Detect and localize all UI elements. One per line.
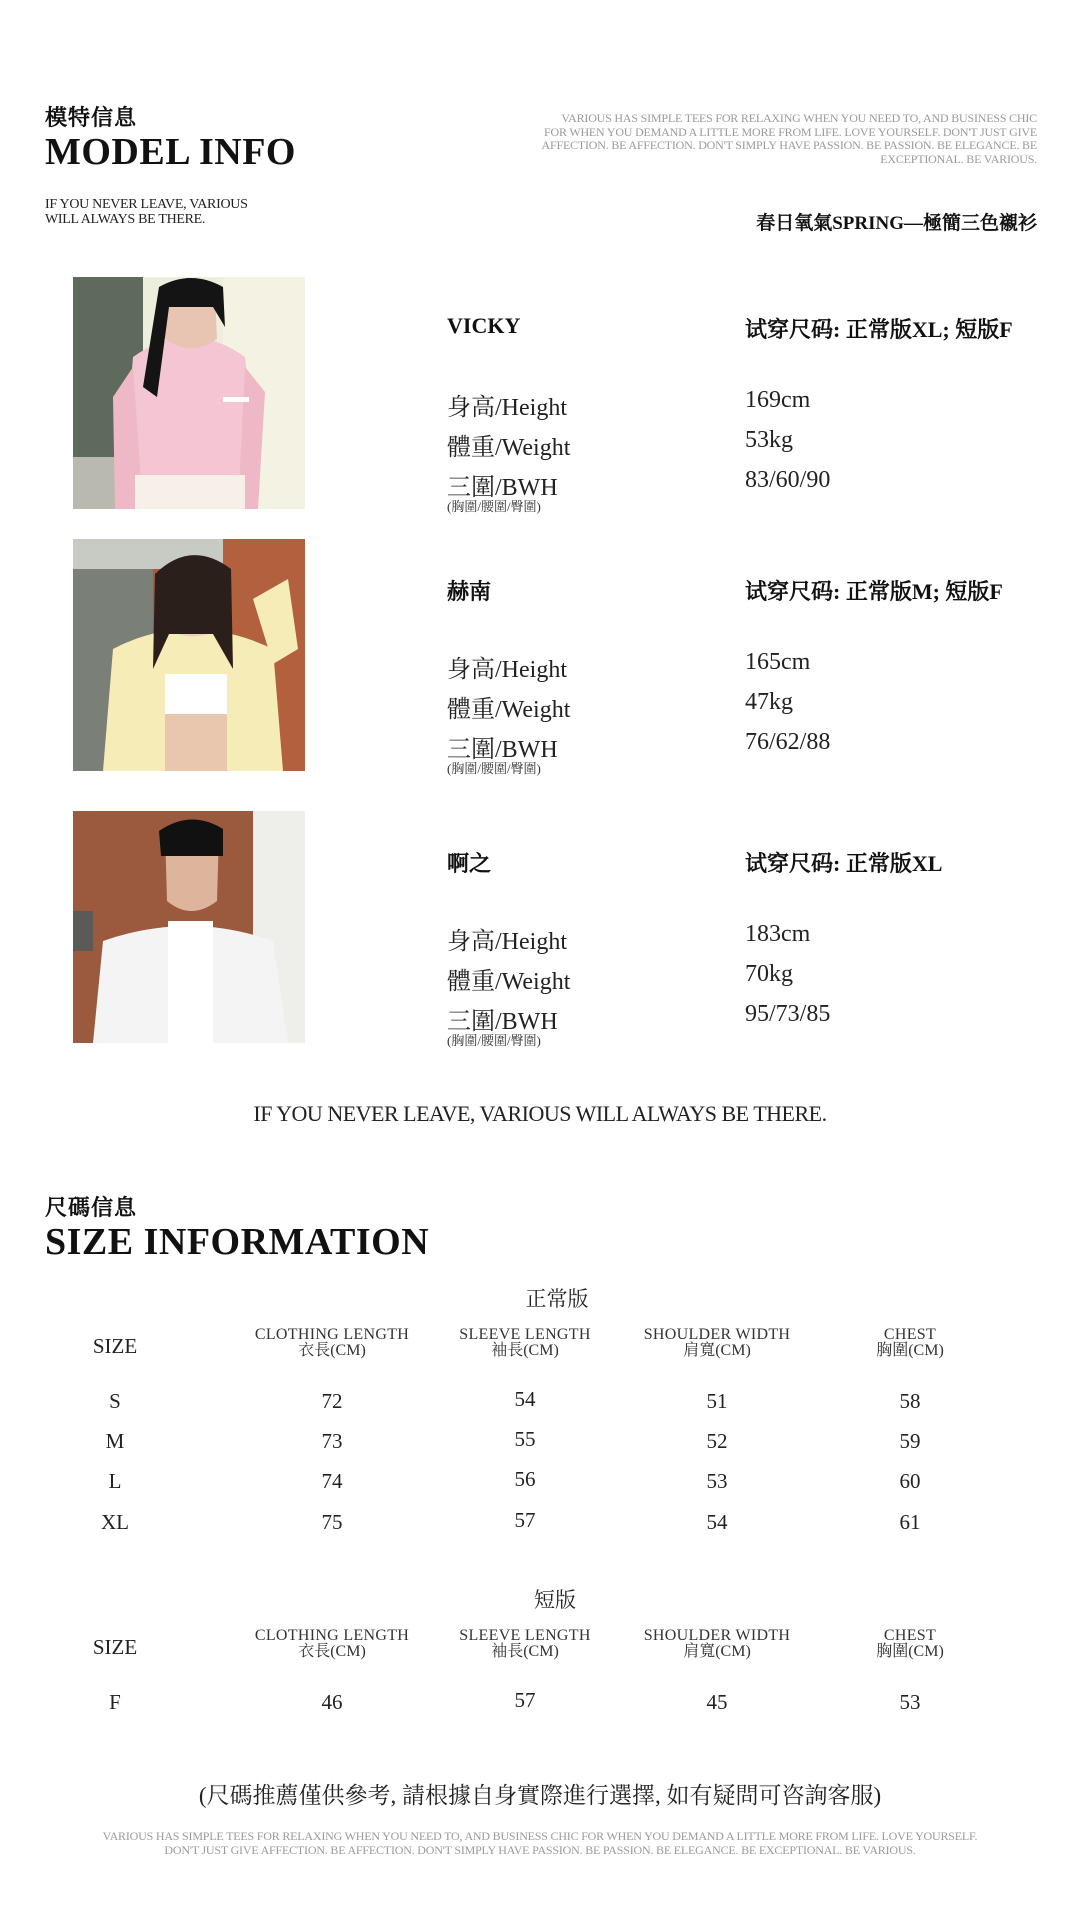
chest-cell: 61 xyxy=(899,1510,921,1534)
brand-motto: IF YOU NEVER LEAVE, VARIOUS WILL ALWAYS BE THERE. xyxy=(253,1101,827,1126)
shoulder-width-cell: 52 xyxy=(706,1429,728,1453)
height-label: 身高/Height xyxy=(447,657,567,683)
clothing-length-cell: 72 xyxy=(321,1389,343,1413)
bwh-note: (胸圍/腰圍/臀圍) xyxy=(447,499,541,514)
model-bwh: 76/62/88 xyxy=(745,729,831,755)
size-table-label: 短版 xyxy=(534,1588,576,1612)
clothing-length-header xyxy=(232,1628,432,1660)
bwh-label: 三圍/BWH xyxy=(447,475,558,501)
column-header-en: SHOULDER WIDTH xyxy=(643,1627,791,1644)
size-info-cn-title: 尺碼信息 xyxy=(45,1195,138,1220)
weight-label: 體重/Weight xyxy=(447,969,571,995)
model-trial-size: 试穿尺码: 正常版XL xyxy=(745,851,943,876)
column-header-cn: 衣長(CM) xyxy=(298,1643,366,1660)
sleeve-length-cell: 57 xyxy=(514,1508,536,1532)
size-info-title: SIZE INFORMATION xyxy=(45,1221,430,1263)
chest-cell: 59 xyxy=(899,1429,921,1453)
height-label: 身高/Height xyxy=(447,929,567,955)
weight-label: 體重/Weight xyxy=(447,435,571,461)
column-header-en: CHEST xyxy=(883,1627,937,1644)
size-column-header: SIZE xyxy=(92,1635,138,1659)
shoulder-width-header xyxy=(617,1628,817,1660)
size-footnote: (尺碼推薦僅供參考, 請根據自身實際進行選擇, 如有疑問可咨詢客服) xyxy=(198,1783,882,1808)
model-photo-azhi xyxy=(73,811,305,1043)
column-header-en: CLOTHING LENGTH xyxy=(254,1627,410,1644)
header-tagline-line: IF YOU NEVER LEAVE, VARIOUS xyxy=(45,197,248,212)
column-header-en: CHEST xyxy=(883,1326,937,1343)
column-header-en: SLEEVE LENGTH xyxy=(459,1326,591,1343)
column-header-en: SHOULDER WIDTH xyxy=(643,1326,791,1343)
shoulder-width-header xyxy=(617,1327,817,1359)
shoulder-width-cell: 51 xyxy=(706,1389,728,1413)
blurb-line: DON'T JUST GIVE AFFECTION. BE AFFECTION. DON'T SIMPLY HAVE PASSION. BE PASSION. BE ELEGANCE. BE EXCEPTIONAL. BE VARIOUS. xyxy=(164,1842,916,1857)
bwh-label: 三圍/BWH xyxy=(447,1009,558,1035)
model-bwh: 83/60/90 xyxy=(745,467,831,493)
model-name: 赫南 xyxy=(447,579,492,604)
blurb-line: FOR WHEN YOU DEMAND A LITTLE MORE FROM LIFE. LOVE YOURSELF. DON'T JUST GIVE xyxy=(544,124,1037,139)
column-header-cn: 肩寬(CM) xyxy=(683,1643,751,1660)
sleeve-length-cell: 55 xyxy=(514,1427,536,1451)
model-height: 183cm xyxy=(745,921,811,947)
blurb-line: VARIOUS HAS SIMPLE TEES FOR RELAXING WHEN YOU NEED TO, AND BUSINESS CHIC FOR WHEN YOU DEMAND A LITTLE MORE FROM LIFE. LOVE YOURSELF. xyxy=(102,1829,978,1843)
model-weight: 53kg xyxy=(745,427,793,453)
weight-label: 體重/Weight xyxy=(447,697,571,723)
chest-cell: 60 xyxy=(899,1469,921,1493)
header-brand-blurb xyxy=(477,112,1037,166)
clothing-length-header xyxy=(232,1327,432,1359)
model-bwh: 95/73/85 xyxy=(745,1001,831,1027)
clothing-length-cell: 74 xyxy=(321,1469,343,1493)
clothing-length-cell: 46 xyxy=(321,1690,343,1714)
clothing-length-cell: 75 xyxy=(321,1510,343,1534)
series-title: 春日氧氣SPRING—極簡三色襯衫 xyxy=(756,213,1037,234)
column-header-cn: 胸圍(CM) xyxy=(876,1342,944,1359)
shoulder-width-cell: 54 xyxy=(706,1510,728,1534)
model-trial-size: 试穿尺码: 正常版M; 短版F xyxy=(745,579,1003,604)
size-cell: XL xyxy=(101,1510,129,1534)
header-tagline xyxy=(45,197,248,227)
size-column-header: SIZE xyxy=(92,1334,138,1358)
chest-header xyxy=(810,1327,1010,1359)
height-label: 身高/Height xyxy=(447,395,567,421)
shoulder-width-cell: 53 xyxy=(706,1469,728,1493)
bwh-note: (胸圍/腰圍/臀圍) xyxy=(447,761,541,776)
footer-brand-blurb xyxy=(40,1830,1040,1857)
model-name: VICKY xyxy=(447,313,521,338)
chest-cell: 58 xyxy=(899,1389,921,1413)
model-height: 165cm xyxy=(745,649,811,675)
column-header-cn: 衣長(CM) xyxy=(298,1342,366,1359)
size-cell: S xyxy=(109,1389,121,1413)
chest-header xyxy=(810,1628,1010,1660)
header-tagline-line: WILL ALWAYS BE THERE. xyxy=(45,212,206,227)
column-header-cn: 袖長(CM) xyxy=(491,1643,559,1660)
sleeve-length-cell: 57 xyxy=(514,1688,536,1712)
model-name: 啊之 xyxy=(447,851,492,876)
blurb-line: AFFECTION. BE AFFECTION. DON'T SIMPLY HAVE PASSION. BE PASSION. BE ELEGANCE. BE xyxy=(541,138,1037,152)
sleeve-length-cell: 56 xyxy=(514,1467,536,1491)
size-table-label: 正常版 xyxy=(525,1287,589,1311)
size-cell: M xyxy=(105,1429,125,1453)
model-info-cn-title: 模特信息 xyxy=(45,105,138,130)
model-info-title: MODEL INFO xyxy=(45,131,296,173)
model-photo-henan xyxy=(73,539,305,771)
model-photo-vicky xyxy=(73,277,305,509)
chest-cell: 53 xyxy=(899,1690,921,1714)
bwh-note: (胸圍/腰圍/臀圍) xyxy=(447,1033,541,1048)
model-trial-size: 试穿尺码: 正常版XL; 短版F xyxy=(745,317,1013,342)
column-header-cn: 肩寬(CM) xyxy=(683,1342,751,1359)
sleeve-length-header xyxy=(425,1327,625,1359)
column-header-cn: 袖長(CM) xyxy=(491,1342,559,1359)
sleeve-length-cell: 54 xyxy=(514,1387,536,1411)
blurb-line: VARIOUS HAS SIMPLE TEES FOR RELAXING WHEN YOU NEED TO, AND BUSINESS CHIC xyxy=(561,111,1037,125)
column-header-en: SLEEVE LENGTH xyxy=(459,1627,591,1644)
model-weight: 47kg xyxy=(745,689,793,715)
blurb-line: EXCEPTIONAL. BE VARIOUS. xyxy=(880,151,1037,166)
shoulder-width-cell: 45 xyxy=(706,1690,728,1714)
column-header-cn: 胸圍(CM) xyxy=(876,1643,944,1660)
size-cell: L xyxy=(108,1469,122,1493)
sleeve-length-header xyxy=(425,1628,625,1660)
size-cell: F xyxy=(109,1690,121,1714)
model-height: 169cm xyxy=(745,387,811,413)
column-header-en: CLOTHING LENGTH xyxy=(254,1326,410,1343)
model-weight: 70kg xyxy=(745,961,793,987)
clothing-length-cell: 73 xyxy=(321,1429,343,1453)
bwh-label: 三圍/BWH xyxy=(447,737,558,763)
